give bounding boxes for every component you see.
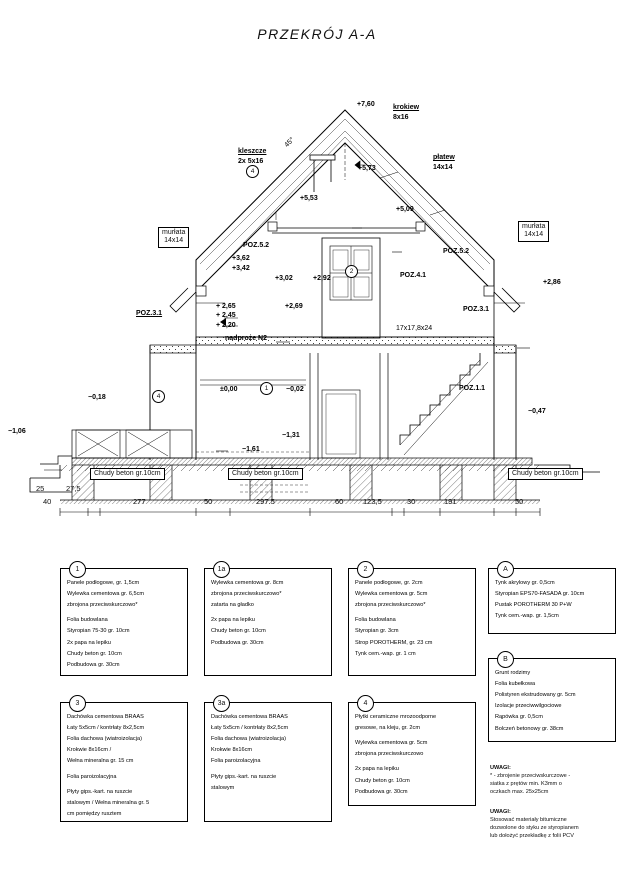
legend-marker-2: 2 [357, 561, 374, 578]
label-nadproze: nadproże N2 [225, 335, 268, 342]
label-poz52-right: POZ.5.2 [443, 248, 470, 255]
label-kleszcze: kleszcze [238, 148, 267, 155]
note-chudy-beton-1: Chudy beton gr.10cm [90, 468, 165, 480]
legend-line: Łaty 5x5cm / kontrłaty 8x2,5cm [211, 725, 289, 732]
legend-line: Wylewka cementowa gr. 5cm [355, 740, 428, 747]
elevation-047: −0,47 [528, 408, 546, 415]
legend-line: Wylewka cementowa gr. 5cm [355, 591, 428, 598]
dim-277: 277 [133, 497, 146, 506]
legend-line: Pustak POROTHERM 30 P+W [495, 602, 572, 609]
legend-line: Podbudowa gr. 30cm [355, 788, 408, 795]
legend-line: zbrojona przeciwskurczowo* [355, 602, 426, 609]
elevation-302: +3,02 [275, 275, 293, 282]
legend-line: 2x papa na lepiku [67, 639, 111, 646]
label-poz52-left: POZ.5.2 [243, 242, 270, 249]
legend-line: Płyty gips.-kart. na ruszcie [211, 773, 277, 780]
marker-1-on-drawing: 1 [260, 382, 273, 395]
legend-area [0, 556, 634, 886]
legend-line: stalowym / Wełna mineralna gr. 5 [67, 799, 150, 806]
legend-line: Dachówka cementowa BRAAS [67, 714, 144, 720]
legend-line: Płyty gips.-kart. na ruszcie [67, 788, 133, 795]
note-line: lub dołożyć przekładkę z folii PCV [490, 833, 574, 840]
legend-line: 2x papa na lepiku [355, 766, 399, 773]
marker-3-on-drawing: 4 [246, 165, 259, 178]
legend-line: Folia paroizolacyjna [67, 773, 117, 780]
note-line: siatka z prętów min. K3mm o [490, 781, 562, 788]
legend-line: Bolczeń betonowy gr. 38cm [495, 725, 564, 732]
elevation-553: +5,53 [300, 195, 318, 202]
elevation-002: −0,18 [88, 394, 106, 401]
legend-line: Wełna mineralna gr. 15 cm [67, 758, 134, 765]
elevation-018: −0,02 [286, 386, 304, 393]
dim-40: 40 [43, 497, 52, 506]
legend-line: Wylewka cementowa gr. 6,5cm [67, 591, 145, 598]
legend-line: Płytki ceramiczne mrozoodporne [355, 714, 437, 720]
label-krokiew-value: 8x16 [393, 114, 409, 121]
elevation-269: +2,69 [285, 303, 303, 310]
murlata-right-value: 14x14 [524, 231, 544, 239]
note-line: Stosować materiały bitumiczne [490, 817, 567, 824]
dim-50-a: 50 [204, 497, 213, 506]
note-uwagi-1 [490, 764, 616, 796]
murlata-left-text: murłata [162, 229, 186, 236]
legend-line: Izolacje przeciwwilgociowe [495, 703, 562, 710]
legend-line: Panele podłogowe, gr. 1,5cm [67, 580, 140, 586]
legend-line: Chudy beton gr. 10cm [211, 628, 266, 635]
dim-25: 25 [36, 484, 45, 493]
elevation-000: ±0,00 [220, 386, 238, 393]
legend-marker-B: B [497, 651, 514, 668]
legend-line: Folia paroizolacyjna [211, 758, 261, 765]
legend-line: stalowym [211, 784, 235, 791]
note-uwagi-2 [490, 808, 616, 840]
legend-line: Tynk akrylowy gr. 0,5cm [495, 580, 555, 586]
legend-marker-4: 4 [357, 695, 374, 712]
legend-line: Polistyren ekstrudowany gr. 5cm [495, 692, 576, 699]
legend-box-3a [204, 702, 332, 822]
label-poz11: POZ.1.1 [459, 385, 486, 392]
note-chudy-beton-3: Chudy beton gr.10cm [508, 468, 583, 480]
legend-line: Tynk cem.-wap. gr. 1,5cm [495, 613, 559, 620]
dim-50-b: 50 [515, 497, 524, 506]
legend-box-3 [60, 702, 188, 822]
legend-box-2 [348, 568, 476, 676]
legend-line: zbrojona przeciwskurczowo* [67, 602, 138, 609]
section-drawing [0, 60, 634, 520]
legend-box-B [488, 658, 616, 742]
label-poz31-right: POZ.3.1 [463, 306, 490, 313]
legend-line: Folia dachowa (wiatroizolacja) [67, 736, 142, 743]
murlata-left-value: 14x14 [164, 237, 184, 245]
elevation-161: −1,61 [242, 446, 260, 453]
dim-1235: 123,5 [363, 497, 382, 506]
dim-60: 60 [335, 497, 344, 506]
legend-line: Styropian 75-30 gr. 10cm [67, 628, 130, 635]
legend-line: Chudy beton gr. 10cm [355, 777, 410, 784]
legend-line: Folia budowlana [67, 617, 108, 624]
legend-line: Łaty 5x5cm / kontrłaty 8x2,5cm [67, 725, 145, 732]
legend-line: Chudy beton gr. 10cm [67, 650, 122, 657]
marker-2-on-drawing: 2 [345, 265, 358, 278]
elevation-220: + 2,20 [216, 322, 236, 329]
elevation-245: + 2,45 [216, 312, 236, 319]
label-kleszcze-value: 2x 5x16 [238, 158, 264, 165]
elevation-342: +3,42 [232, 265, 250, 272]
legend-line: Styropian gr. 3cm [355, 628, 399, 635]
legend-line: 2x papa na lepiku [211, 617, 255, 624]
elevation-286: +2,86 [543, 279, 561, 286]
legend-line: zatarta na gładko [211, 602, 254, 609]
legend-line: Grunt rodzimy [495, 670, 531, 676]
note-line: dozwolone do styku ze styropianem [490, 825, 579, 832]
elevation-131: −1,31 [282, 432, 300, 439]
dim-30: 30 [407, 497, 416, 506]
legend-line: Folia kubełkowa [495, 681, 536, 688]
dim-191: 191 [444, 497, 457, 506]
page-title: PRZEKRÓJ A-A [257, 26, 377, 42]
elevation-509: +5,09 [396, 206, 414, 213]
legend-line: Styropian EPS70-FASADA gr. 10cm [495, 591, 585, 598]
legend-line: Podbudowa gr. 30cm [211, 639, 264, 646]
legend-marker-3: 3 [69, 695, 86, 712]
label-poz41: POZ.4.1 [400, 272, 427, 279]
legend-line: Wylewka cementowa gr. 8cm [211, 580, 284, 586]
note-heading: UWAGI: [490, 809, 511, 815]
legend-marker-1a: 1a [213, 561, 230, 578]
legend-line: Folia dachowa (wiatroizolacja) [211, 736, 286, 743]
elevation-362: +3,62 [232, 255, 250, 262]
label-platew: płatew [433, 154, 455, 161]
elevation-106: −1,06 [8, 428, 26, 435]
legend-box-4 [348, 702, 476, 806]
note-heading: UWAGI: [490, 765, 511, 771]
legend-line: zbrojona przeciwskurczowo* [211, 591, 282, 598]
label-stairs-dims: 17x17,8x24 [396, 325, 433, 332]
legend-line: Podbudowa gr. 30cm [67, 661, 120, 668]
legend-line: cm pomiędzy rusztem [67, 810, 122, 817]
dim-2975: 297.5 [256, 497, 275, 506]
legend-line: Folia budowlana [355, 617, 396, 624]
section-drawing-svg [0, 60, 634, 520]
legend-marker-A: A [497, 561, 514, 578]
note-line: * - zbrojenie przeciwskurczowe - [490, 773, 571, 780]
legend-line: Dachówka cementowa BRAAS [211, 714, 288, 720]
note-line: oczkach max. 25x25cm [490, 789, 549, 796]
legend-marker-3a: 3a [213, 695, 230, 712]
legend-line: Panele podłogowe, gr. 2cm [355, 580, 423, 586]
roof-angle-left: 45° [283, 136, 296, 149]
legend-line: zbrojona przeciwskurczowo [355, 751, 424, 758]
marker-4-on-drawing: 4 [152, 390, 165, 403]
legend-line: Krokwie 8x16cm / [67, 747, 112, 754]
legend-line: Strop POROTHERM, gr. 23 cm [355, 639, 433, 646]
label-murlata-right [518, 221, 549, 242]
elevation-760: +7,60 [357, 101, 375, 108]
label-krokiew: krokiew [393, 104, 420, 111]
legend-box-A [488, 568, 616, 634]
label-platew-value: 14x14 [433, 164, 453, 171]
legend-marker-1: 1 [69, 561, 86, 578]
note-chudy-beton-2: Chudy beton gr.10cm [228, 468, 303, 480]
legend-line: gresowe, na kleju, gr. 2cm [355, 725, 420, 732]
murlata-right-text: murłata [522, 223, 546, 230]
legend-line: Krokwie 8x16cm [211, 747, 253, 754]
legend-line: Rąpówka gr. 0,5cm [495, 714, 543, 721]
label-poz31-left: POZ.3.1 [136, 310, 163, 317]
legend-box-1a [204, 568, 332, 676]
elevation-573: +5,73 [358, 165, 376, 172]
elevation-265: + 2,65 [216, 303, 236, 310]
elevation-292: +2,92 [313, 275, 331, 282]
label-murlata-left [158, 227, 189, 248]
legend-box-1 [60, 568, 188, 676]
dim-275: 27,5 [66, 484, 81, 493]
legend-line: Tynk cem.-wap. gr. 1 cm [355, 650, 416, 657]
